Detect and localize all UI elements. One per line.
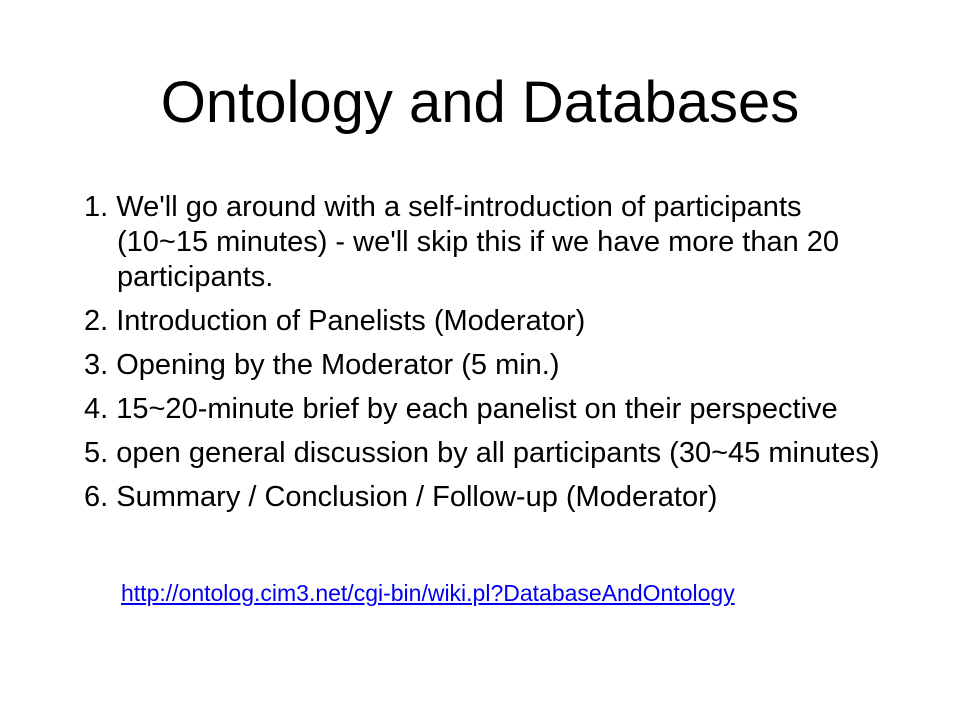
agenda-item-5: 5. open general discussion by all participants (30~45 minutes) bbox=[84, 437, 880, 469]
agenda-item-2: 2. Introduction of Panelists (Moderator) bbox=[84, 305, 586, 337]
agenda-item-6: 6. Summary / Conclusion / Follow-up (Moderator) bbox=[84, 481, 718, 513]
wiki-link[interactable]: http://ontolog.cim3.net/cgi-bin/wiki.pl?DatabaseAndOntology bbox=[121, 580, 735, 606]
agenda-item-1: 1. We'll go around with a self-introduction of participants (10~15 minutes) - we'll skip this if we have more than 20 participants. bbox=[84, 191, 840, 293]
agenda-item-3: 3. Opening by the Moderator (5 min.) bbox=[84, 349, 560, 381]
slide-title: Ontology and Databases bbox=[160, 70, 800, 135]
agenda-item-4: 4. 15~20-minute brief by each panelist on their perspective bbox=[84, 393, 838, 425]
agenda-list bbox=[84, 190, 884, 524]
